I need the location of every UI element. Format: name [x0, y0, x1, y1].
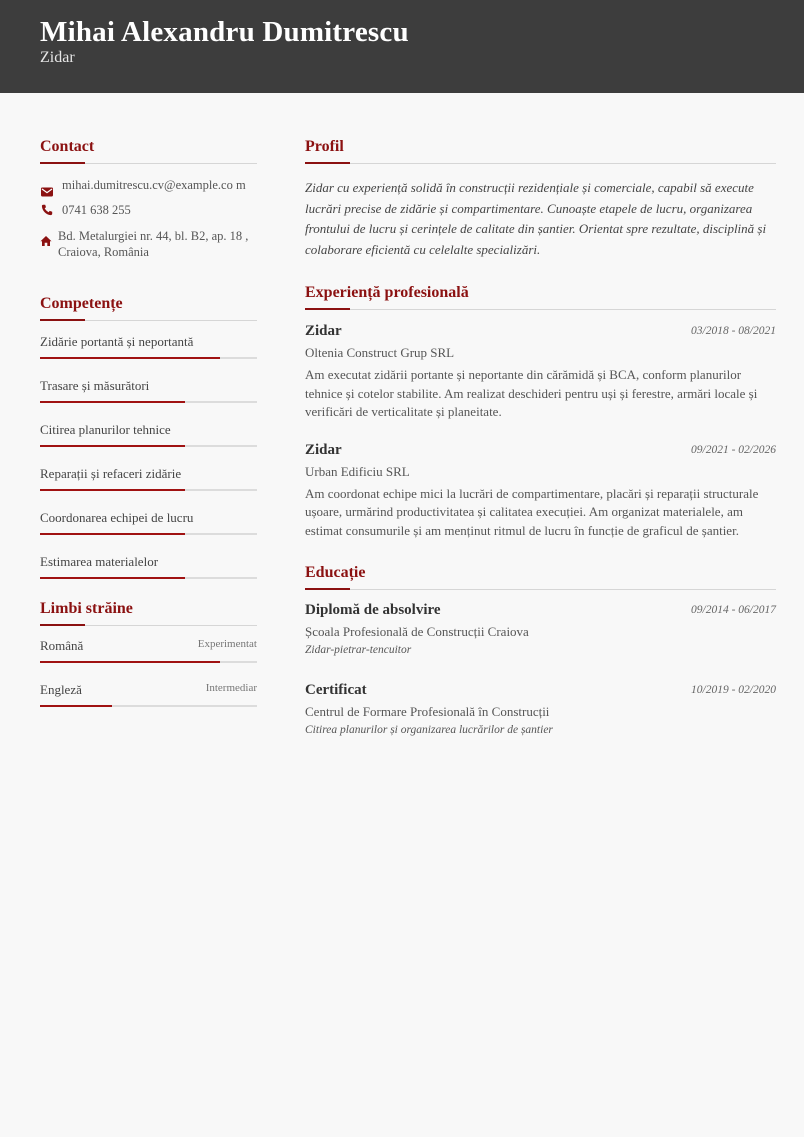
skill-bar-fill: [40, 489, 185, 491]
mail-icon: [41, 186, 53, 198]
skill-label: Estimarea materialelor: [40, 554, 159, 569]
skill-bar-track: [40, 489, 257, 491]
languages-list: [40, 638, 257, 726]
skill-bar-track: [40, 445, 257, 447]
profile-heading: Profil: [305, 138, 776, 164]
skills-list: [40, 334, 257, 598]
skill-label: Coordonarea echipei de lucru: [40, 510, 194, 525]
job-description: Am coordonat echipe mici la lucrări de compartimentare, placări și reparații structurale ușoare, urmărind productivitatea și calitatea execuției. Am organizat materialele, am estimat consumurile și am menținut ritmul de lucru în funcție de graficul de șantier.: [305, 485, 759, 538]
skills-heading: Competențe: [40, 295, 257, 321]
contact-list: [40, 177, 257, 260]
skill-bar-fill: [40, 533, 185, 535]
contact-heading: Contact: [40, 138, 257, 164]
skill-bar-track: [40, 577, 257, 579]
skill-bar-track: [40, 357, 257, 359]
company-name: Oltenia Construct Grup SRL: [305, 345, 455, 360]
job-title: Zidar: [40, 49, 75, 66]
skill-item: [40, 422, 257, 466]
skill-item: [40, 554, 257, 598]
skill-item: [40, 378, 257, 422]
profile-summary: Zidar cu experiență solidă în construcții rezidențiale și comerciale, capabil să execute lucrări precise de zidărie și compartimentare. Cunoaște etapele de lucru, organizarea frontului de lucru și cerințele de calitate din șantier. Orientat spre rezultate, disciplină și colaborare eficientă cu celelalte specializări.: [305, 180, 767, 257]
language-item: [40, 682, 257, 726]
contact-email[interactable]: [40, 177, 257, 193]
experience-heading: Experiență profesională: [305, 284, 776, 310]
job-role: Zidar: [305, 441, 342, 458]
skill-label: Reparații și refaceri zidărie: [40, 466, 182, 481]
specialization: Citirea planurilor și organizarea lucrărilor de șantier: [305, 724, 553, 736]
education-entry: [305, 682, 776, 736]
job-dates: 03/2018 - 08/2021: [691, 325, 776, 337]
skill-bar-fill: [40, 577, 185, 579]
language-bar-track: [40, 661, 257, 663]
left-column: [40, 138, 257, 726]
home-icon: [40, 235, 52, 247]
skill-bar-track: [40, 401, 257, 403]
address-text: Bd. Metalurgiei nr. 44, bl. B2, ap. 18 , Craiova, România: [58, 229, 249, 259]
phone-text: 0741 638 255: [62, 203, 131, 217]
job-dates: 09/2021 - 02/2026: [691, 443, 776, 456]
skill-label: Trasare și măsurători: [40, 378, 150, 393]
specialization: Zidar-pietrar-tencuitor: [305, 644, 412, 656]
skill-bar-fill: [40, 357, 220, 359]
skill-item: [40, 334, 257, 378]
contact-phone[interactable]: [40, 202, 257, 218]
job-description: Am executat zidării portante și neportante din cărămidă și BCA, conform planurilor tehnice și cotelor stabilite. Am realizat deschideri pentru uși și ferestre, armări locale și verificări de verticalitate și planeitate.: [305, 367, 758, 419]
header: [0, 0, 804, 93]
skill-bar-fill: [40, 401, 185, 403]
email-text: mihai.dumitrescu.cv@example.co m: [62, 178, 246, 192]
skill-bar-track: [40, 533, 257, 535]
skill-bar-fill: [40, 445, 185, 447]
degree-title: Diplomă de absolvire: [305, 602, 441, 618]
skill-item: [40, 510, 257, 554]
institution-name: Centrul de Formare Profesională în Construcții: [305, 704, 550, 719]
full-name: Mihai Alexandru Dumitrescu: [40, 16, 409, 48]
language-bar-track: [40, 705, 257, 707]
language-level: Experimentat: [197, 638, 257, 650]
experience-entry: [305, 323, 776, 422]
language-bar-fill: [40, 661, 220, 663]
skill-label: Citirea planurilor tehnice: [40, 422, 171, 437]
skill-item: [40, 466, 257, 510]
languages-heading: Limbi străine: [40, 600, 257, 626]
phone-icon: [41, 204, 53, 216]
language-label: Engleză: [40, 682, 82, 697]
contact-address: [40, 228, 257, 260]
education-dates: 10/2019 - 02/2020: [691, 684, 776, 696]
job-role: Zidar: [305, 323, 342, 339]
language-item: [40, 638, 257, 682]
language-bar-fill: [40, 705, 112, 707]
education-heading: Educație: [305, 564, 776, 590]
experience-entry: [305, 442, 776, 541]
skill-label: Zidărie portantă și neportantă: [40, 334, 194, 349]
right-column: [305, 138, 776, 736]
language-level: Intermediar: [205, 682, 257, 694]
institution-name: Școala Profesională de Construcții Craiova: [305, 624, 529, 639]
language-label: Română: [40, 638, 84, 653]
degree-title: Certificat: [305, 682, 367, 698]
education-entry: [305, 602, 776, 656]
company-name: Urban Edificiu SRL: [305, 463, 410, 479]
education-dates: 09/2014 - 06/2017: [691, 604, 776, 616]
